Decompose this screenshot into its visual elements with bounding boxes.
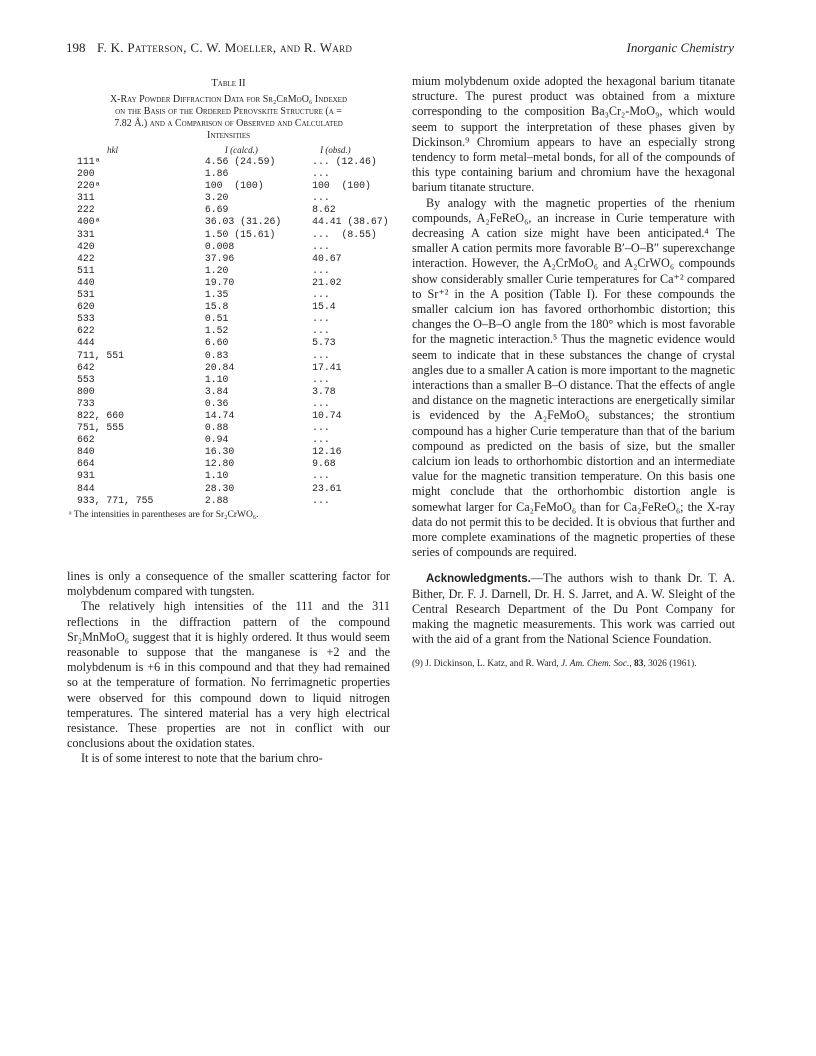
cell-calc: 1.86	[204, 168, 229, 180]
cell-hkl: 444	[77, 337, 95, 349]
table-title: Table II	[211, 78, 246, 89]
reference-journal: J. Am. Chem. Soc.	[561, 658, 630, 669]
cell-calc: 28.30	[204, 482, 235, 494]
cell-calc: 1.50 (15.61)	[204, 228, 276, 240]
table-row	[67, 204, 390, 216]
cell-calc: 37.96	[204, 252, 235, 264]
cell-hkl: 733	[77, 397, 95, 409]
cell-calc: 0.008	[204, 240, 235, 252]
table-row	[67, 495, 390, 507]
reference-authors: (9) J. Dickinson, L. Katz, and R. Ward,	[412, 658, 562, 669]
cell-obs: 10.74	[312, 409, 342, 421]
cell-obs: ...	[312, 264, 330, 276]
table-row	[67, 229, 390, 241]
table-row	[67, 253, 390, 265]
reference-sep: ,	[629, 658, 635, 669]
cell-hkl: 620	[77, 301, 95, 313]
col-header-hkl: hkl	[107, 145, 118, 155]
cell-hkl: 931	[77, 470, 95, 482]
cell-hkl: 531	[77, 289, 95, 301]
cell-calc: 20.84	[204, 361, 235, 373]
paragraph: lines is only a consequence of the smaller scattering factor for molybdenum compared with tungsten.	[67, 569, 390, 599]
cell-obs: ...	[312, 422, 330, 434]
cell-hkl: 222	[77, 204, 95, 216]
table-row	[67, 434, 390, 446]
running-authors: F. K. Patterson, C. W. Moeller, and R. Ward	[97, 40, 353, 55]
cell-obs: ...	[312, 289, 330, 301]
cell-hkl: 533	[77, 313, 95, 325]
paragraph: By analogy with the magnetic properties of the rhenium compounds, A₂FeReO₆, an increase in Curie temperature with decreasing A cation size might have been anticipated.⁴ The smaller A cation permits more favorable B′–O–B″ superexchange interaction. However, the A₂CrMoO₆ and A₂CrWO₆ compounds show considerably smaller Curie temperatures for Ca⁺² compared to Sr⁺² in the A position (Table I). For these compounds the smaller calcium ion has favored orthorhombic distortion; this changes the O–B–O angle from the 180° which is most favorable for the magnetic interaction.⁵ Thus the magnetic evidence would seem to indicate that in these substances the change of crystal angles due to a smaller A cation is more important to the magnetic interactions than a smaller B–O distance. That the effects of angle and distance on the magnetic interactions are energetically similar is evidenced by the A₂FeMoO₆ substances; the strontium compound has a higher Curie temperature than that of the barium compound as predicted on the basis of size, but the smaller calcium ion leads to orthorhombic distortion and an intermediate value for the magnetic transition temperature. On this basis one might conclude that the orthorhombic distortion angle is somewhat larger for Ca₂FeMoO₆ than for Ca₂FeReO₆; the X-ray data do not permit this to be decided. It is obvious that further and more complete examinations of the magnetic properties of these series of compounds are required.	[412, 195, 735, 560]
cell-calc: 0.83	[204, 349, 229, 361]
table-row	[67, 192, 390, 204]
ack-body: —The authors wish to thank Dr. T. A. Bither, Dr. F. J. Darnell, Dr. H. S. Jarret, and A. W. Sleight of the Central Research Department of the Du Pont Company for making the magnetic measurements. This work was carried out with the aid of a grant from the National Science Foundation.	[412, 570, 735, 647]
cell-hkl: 440	[77, 276, 95, 288]
table-row	[67, 241, 390, 253]
table-row	[67, 277, 390, 289]
cell-obs: 9.68	[312, 458, 336, 470]
cell-obs: ...	[312, 397, 330, 409]
cell-calc: 12.80	[204, 458, 235, 470]
cell-hkl: 220ᵃ	[77, 180, 101, 192]
table-row	[67, 386, 390, 398]
cell-calc: 16.30	[204, 446, 235, 458]
table-caption-line: on the Basis of the Ordered Perovskite Structure (a =	[115, 106, 342, 117]
table-row	[67, 325, 390, 337]
cell-calc: 1.52	[204, 325, 229, 337]
table-row	[67, 362, 390, 374]
cell-hkl: 420	[77, 240, 95, 252]
cell-obs: 44.41 (38.67)	[312, 216, 389, 228]
table-row	[67, 410, 390, 422]
cell-obs: ...	[312, 434, 330, 446]
right-column	[412, 74, 735, 670]
table-row	[67, 156, 390, 168]
cell-calc: 15.8	[204, 301, 229, 313]
cell-hkl: 422	[77, 252, 95, 264]
cell-hkl: 662	[77, 434, 95, 446]
left-body-text	[67, 569, 390, 767]
cell-calc: 1.35	[204, 289, 229, 301]
cell-obs: 40.67	[312, 252, 342, 264]
cell-hkl: 751, 555	[77, 422, 125, 434]
cell-obs: 3.78	[312, 385, 336, 397]
cell-obs: ...	[312, 240, 330, 252]
table-row	[67, 313, 390, 325]
table-row	[67, 301, 390, 313]
cell-calc: 36.03 (31.26)	[204, 216, 282, 228]
cell-calc: 0.94	[204, 434, 229, 446]
cell-hkl: 642	[77, 361, 95, 373]
table-caption-line: X-Ray Powder Diffraction Data for Sr₂CrMoO₆ Indexed	[109, 94, 348, 105]
reference-volume: 83	[634, 658, 644, 669]
cell-hkl: 844	[77, 482, 95, 494]
cell-obs: ... (8.55)	[312, 228, 377, 240]
cell-hkl: 933, 771, 755	[77, 494, 154, 506]
cell-obs: 23.61	[312, 482, 342, 494]
cell-obs: ...	[312, 192, 330, 204]
page-number: 198	[66, 40, 86, 55]
reference	[412, 658, 735, 670]
cell-obs: ...	[312, 168, 330, 180]
table-footnote: ᵃ The intensities in parentheses are for Sr₂CrWO₆.	[69, 509, 259, 520]
cell-hkl: 840	[77, 446, 95, 458]
table-caption	[67, 94, 390, 142]
cell-calc: 2.88	[204, 494, 229, 506]
cell-calc: 4.56 (24.59)	[204, 156, 276, 167]
cell-obs: ...	[312, 349, 330, 361]
paragraph: The relatively high intensities of the 111 and the 311 reflections in the diffraction pattern of the compound Sr₂MnMoO₆ suggest that it is highly ordered. It thus would seem reasonable to suppose that the manganese is +2 and the molybdenum is +6 in this compound and that they had remained so at the temperature of formation. No ferrimagnetic properties were observed for this compound down to liquid nitrogen temperatures. The sintered material has a very high electrical resistance. These properties are not in conflict with our conclusions about the oxidation states.	[67, 599, 390, 751]
col-header-calc: I (calcd.)	[224, 145, 258, 155]
cell-obs: ...	[312, 373, 330, 385]
table-row	[67, 483, 390, 495]
cell-hkl: 111ᵃ	[77, 156, 101, 167]
cell-obs: 15.4	[312, 301, 336, 313]
cell-obs: 12.16	[312, 446, 342, 458]
cell-calc: 0.36	[204, 397, 229, 409]
table-row	[67, 470, 390, 482]
cell-obs: 5.73	[312, 337, 336, 349]
cell-obs: ...	[312, 494, 330, 506]
cell-obs: ...	[312, 313, 330, 325]
table-caption-line: Intensities	[207, 130, 250, 141]
cell-calc: 0.88	[204, 422, 229, 434]
ack-title: Acknowledgments.	[426, 572, 531, 585]
diffraction-table	[67, 144, 390, 507]
table-row	[67, 422, 390, 434]
col-header-obs: I (obsd.)	[320, 145, 351, 155]
table-row	[67, 446, 390, 458]
table-row	[67, 289, 390, 301]
cell-calc: 3.84	[204, 385, 229, 397]
cell-hkl: 822, 660	[77, 409, 125, 421]
table-row	[67, 398, 390, 410]
cell-hkl: 664	[77, 458, 95, 470]
cell-calc: 1.10	[204, 470, 229, 482]
table-row	[67, 458, 390, 470]
cell-obs: 100 (100)	[312, 180, 371, 192]
cell-obs: 21.02	[312, 276, 342, 288]
table-row	[67, 350, 390, 362]
table-row	[67, 337, 390, 349]
cell-calc: 14.74	[204, 409, 235, 421]
cell-hkl: 200	[77, 168, 95, 180]
table-row	[67, 168, 390, 180]
paragraph: It is of some interest to note that the barium chro-	[81, 751, 323, 766]
cell-hkl: 800	[77, 385, 95, 397]
cell-calc: 1.20	[204, 264, 229, 276]
cell-hkl: 711, 551	[77, 349, 125, 361]
table-row	[67, 180, 390, 192]
cell-hkl: 622	[77, 325, 95, 337]
cell-calc: 6.69	[204, 204, 229, 216]
cell-calc: 19.70	[204, 276, 235, 288]
table-caption-line: 7.82 Å.) and a Comparison of Observed and Calculated	[114, 118, 343, 129]
table-body	[67, 156, 390, 507]
table-header-row	[67, 144, 390, 156]
cell-hkl: 553	[77, 373, 95, 385]
cell-hkl: 511	[77, 264, 95, 276]
journal-name: Inorganic Chemistry	[626, 40, 734, 55]
cell-calc: 3.20	[204, 192, 229, 204]
cell-calc: 0.51	[204, 313, 229, 325]
cell-calc: 1.10	[204, 373, 229, 385]
paragraph: mium molybdenum oxide adopted the hexagonal barium titanate structure. The purest product was obtained from a mixture corresponding to the composition Ba₃Cr₂-MoO₉, which would seem to support the interpretation of these phases given by Dickinson.⁹ Chromium appears to have an especially strong tendency to form metal–metal bonds, for all of the compounds of this type containing barium and chromium have the hexagonal barium titanate structure.	[412, 74, 735, 195]
cell-obs: ...	[312, 470, 330, 482]
table-row	[67, 374, 390, 386]
acknowledgments	[412, 571, 735, 648]
table-row	[67, 216, 390, 228]
cell-hkl: 331	[77, 228, 95, 240]
cell-obs: ... (12.46)	[312, 156, 377, 167]
cell-obs: ...	[312, 325, 330, 337]
reference-tail: , 3026 (1961).	[643, 658, 697, 669]
cell-obs: 8.62	[312, 204, 336, 216]
cell-hkl: 311	[77, 192, 95, 204]
cell-hkl: 400ᵃ	[77, 216, 101, 228]
cell-calc: 6.60	[204, 337, 229, 349]
cell-obs: 17.41	[312, 361, 342, 373]
page-header	[66, 40, 734, 60]
cell-calc: 100 (100)	[204, 180, 264, 192]
table-row	[67, 265, 390, 277]
left-column	[67, 74, 390, 521]
